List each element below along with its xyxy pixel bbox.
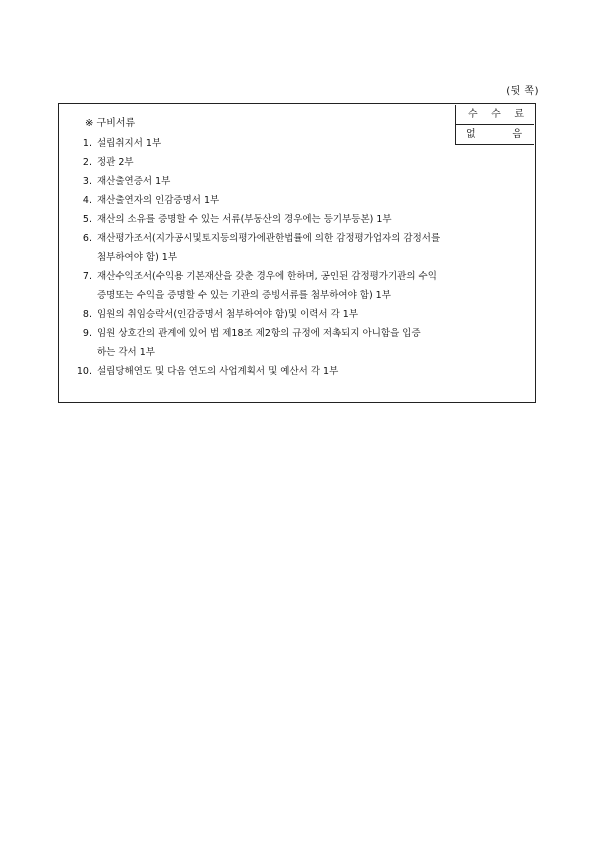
item-number: 3. [82,176,92,187]
item-text: 설립당해연도 및 다음 연도의 사업계획서 및 예산서 각 1부 [97,366,339,377]
item-number: 1. [82,138,92,149]
item-text: 재산평가조서(지가공시및토지등의평가에관한법률에 의한 감정평가업자의 감정서를 첨부하여야 함) 1부 [97,233,441,263]
item-number: 7. [82,271,92,282]
list-item [73,210,529,229]
fee-value-char: 없 [466,129,476,140]
required-documents-list [73,134,529,381]
item-number: 9. [82,328,92,339]
required-documents-heading: ※ 구비서류 [85,118,136,129]
list-item [73,229,529,267]
item-text: 설립취지서 1부 [97,138,162,149]
item-text: 재산출연자의 인감증명서 1부 [97,195,220,206]
list-item [73,153,529,172]
fee-header-char: 료 [514,109,524,120]
list-item [73,267,529,305]
required-documents-box [58,103,536,403]
item-number: 8. [82,309,92,320]
fee-header-char: 수 [468,109,478,120]
item-text: 재산출연증서 1부 [97,176,171,187]
list-item [73,191,529,210]
item-number: 10. [76,366,92,377]
list-item [73,362,529,381]
item-number: 2. [82,157,92,168]
item-text: 정관 2부 [97,157,134,168]
list-item [73,134,529,153]
item-number: 4. [82,195,92,206]
fee-value-char: 음 [512,129,522,140]
list-item [73,172,529,191]
item-text: 재산수익조서(수익용 기본재산을 갖춘 경우에 한하며, 공인된 감정평가기관의 수익 증명또는 수익을 증명할 수 있는 기관의 증빙서류를 첨부하여야 함) 1부 [97,271,437,301]
item-text: 임원의 취임승락서(인감증명서 첨부하여야 함)및 이력서 각 1부 [97,309,359,320]
item-text: 재산의 소유를 증명할 수 있는 서류(부동산의 경우에는 등기부등본) 1부 [97,214,392,225]
list-item [73,324,529,362]
item-text: 임원 상호간의 관계에 있어 법 제18조 제2항의 규정에 저촉되지 아니함을 입증 하는 각서 1부 [97,328,421,358]
item-number: 5. [82,214,92,225]
list-item [73,305,529,324]
page-side-label: (뒷 쪽) [506,86,539,97]
fee-header-char: 수 [491,109,501,120]
item-number: 6. [82,233,92,244]
fee-header [456,105,534,125]
